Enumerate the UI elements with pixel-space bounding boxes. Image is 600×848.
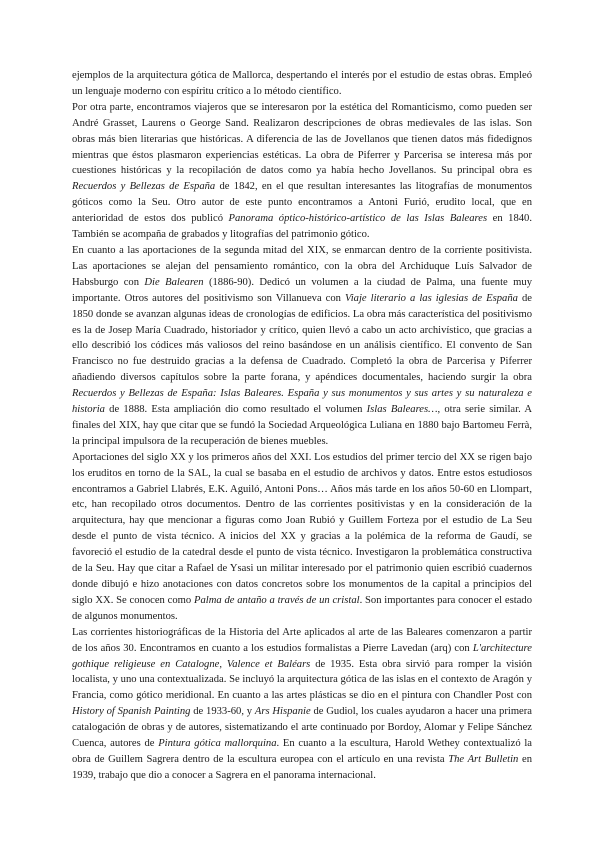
italic-title: Panorama óptico-histórico-artístico de las Islas Baleares [228,213,488,225]
text-run: ejemplos de la arquitectura gótica de Mallorca, despertando el interés por el estudio de estas obras. Empleó un lenguaje moderno con espíritu crítico a lo método científico. [72,70,532,97]
text-run: de 1888. Esta ampliación dio como resultado el volumen [104,404,367,416]
text-run: Aportaciones del siglo XX y los primeros años del XXI. Los estudios del primer tercio del XX se rigen bajo los eruditos en torno de la SAL, la cual se basaba en el estudio de archivos y datos. Entre estos estudiosos encontramos a Gabriel Llabrés, E.K. Aguiló, Antoni Pons… Años más tarde en los años 50-60 en Llompart, etc, han recopilado otros documentos. Dentro de las corrientes positivistas y en la consideración de la arquitectura, hay que mencionar a figuras como Joan Rubió y Guillem Forteza por el estudio de La Seu desde el punto de vista técnico. A inicios del XX y gracias a la polémica de la reforma de Gaudí, se favoreció el estudio de la catedral desde el punto de vista técnico. Investigaron la problemática constructiva de la Seu. Hay que citar a Rafael de Ysasi un militar interesado por el patrimonio quien escribió cuadernos donde dibujó e hizo anotaciones con datos concretos sobre los monumentos de la capital a principios del siglo XX. Se conocen como [72,451,532,606]
italic-title: Viaje literario a las iglesias de España [345,292,518,304]
text-run: . Son importantes para conocer el estado de algunos monumentos. [72,594,532,622]
text-run: En cuanto a las aportaciones de la segunda mitad del XIX, se enmarcan dentro de la corriente positivista. Las aportaciones se alejan del pensamiento romántico, con la obra del Archiduque Luís Salvador de Habsburgo con [72,244,532,288]
text-run: de 1850 donde se avanzan algunas ideas de cronologías de edificios. La obra más característica del positivismo es la de Josep María Cuadrado, historiador y crítico, quien llevó a cabo un acto archivístico, que gracias a ello describió los códices más valiosos del reino basándose en un análisis científico. El convento de San Francisco no fue destruido gracias a la defensa de Cuadrado. Completó la obra de Parcerisa y Piferrer añadiendo diversos capítulos sobre la parte forana, y apéndices documentales, haciendo surgir la obra [72,292,532,384]
italic-title: Ars Hispanie [254,706,311,718]
text-run: , otra serie similar. A finales del XIX, hay que citar que se fundó la Sociedad Arqueológica Luliana en 1880 bajo Bartomeu Ferrà, la principal impulsora de la recuperación de bienes muebles. [72,404,532,447]
text-run: de 1933-60, y [190,706,255,718]
text-run: de Gudiol, los cuales ayudaron a hacer una primera catalogación de obras y de autores, sistematizando el arte continuado por Bordoy, Alomar y Felipe Sánchez Cuenca, autores de [72,706,532,750]
italic-title: The Art Bulletin [448,753,519,765]
paragraph-5 [72,625,532,784]
italic-title: History of Spanish Painting [72,706,191,718]
paragraph-2 [72,100,532,243]
text-run: Por otra parte, encontramos viajeros que se interesaron por la estética del Romanticismo, como pueden ser André Grasset, Laurens o George Sand. Realizaron descripciones de obras medievales de las islas. Son obras más bien literarias que históricas. A diferencia de las de Jovellanos que tienen datos más fidedignos mientras que éstos plasmaron experiencias estéticas. La obra de Piferrer y Parcerisa se interesa más por cuestiones históricas y la recopilación de datos como ya había hecho Jovellanos. Su principal obra es [72,101,532,177]
text-run: (1886-90). Dedicó un volumen a la ciudad de Palma, una fuente muy importante. Otros autores del positivismo son Villanueva con [72,276,532,304]
text-run: en 1939, trabajo que dio a conocer a Sagrera en el panorama internacional. [72,753,533,781]
document-page [72,68,532,784]
text-run: . En cuanto a la escultura, Harold Wethey contextualizó la obra de Guillem Sagrera dentro de la escultura europea con el artículo en una revista [72,738,532,765]
italic-title: Die Balearen [144,276,204,288]
italic-title: Recuerdos y Bellezas de España [72,181,216,193]
text-run: de 1842, en el que resultan interesantes las litografías de monumentos góticos como la Seu. Otro autor de este punto encontramos a Antoni Furió, erudito local, que en anterioridad de estos dos publicó [72,181,533,225]
italic-title: Pintura gótica mallorquina [158,738,277,750]
paragraph-1 [72,68,532,100]
italic-title: Palma de antaño a través de un cristal [194,594,360,606]
text-run: de 1935. Esta obra sirvió para romper la visión localista, y uno una contextualizada. Se incluyó la arquitectura gótica de las islas en el contexto de Aragón y Francia, como gótico meridional. En cuanto a las artes plásticas se dio en el pintura con Chandler Post con [72,658,532,702]
paragraph-4 [72,450,532,625]
text-run: Las corrientes historiográficas de la Historia del Arte aplicados al arte de las Baleares comenzaron a partir de los años 30. Encontramos en cuanto a los estudios formalistas a Pierre Lavedan (arq) con [72,626,532,654]
italic-title: Recuerdos y Bellezas de España: Islas Baleares. España y sus monumentos y sus artes y su naturaleza e historia [72,388,532,416]
italic-title: L'architecture gothique religieuse en Catalogne, Valence et Baléars [72,642,532,670]
paragraph-3 [72,243,532,450]
text-run: en 1840. También se acompaña de grabados y litografías del patrimonio gótico. [72,213,532,241]
italic-title: Islas Baleares… [366,404,438,416]
